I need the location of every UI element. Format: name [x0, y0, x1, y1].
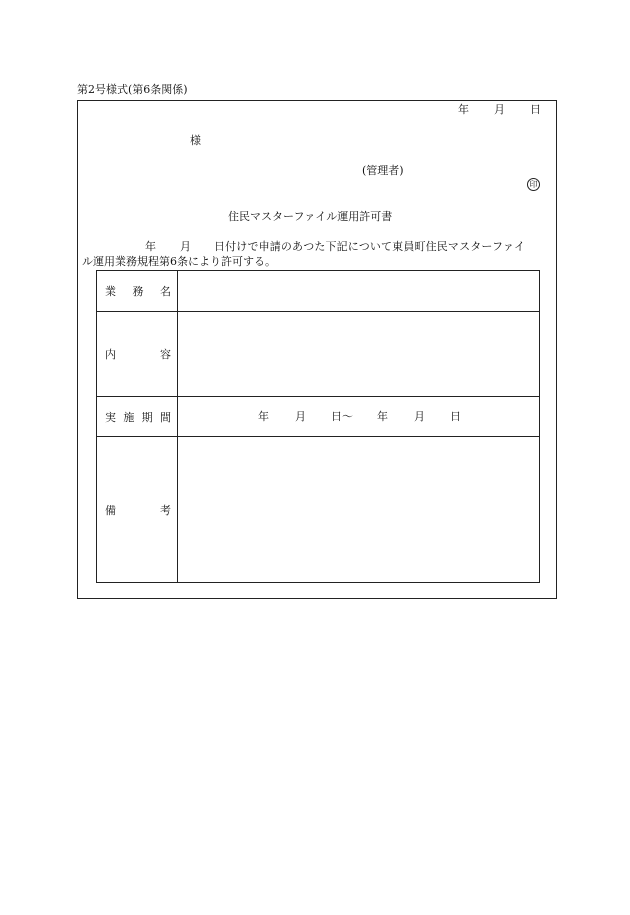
label-char: 期 [141, 410, 153, 424]
table-row [97, 271, 540, 312]
period-end-day: 日 [450, 410, 461, 423]
value-remarks [178, 437, 540, 583]
label-char: 考 [160, 503, 171, 517]
table-row [97, 312, 540, 397]
label-period [97, 397, 178, 437]
label-char: 名 [160, 285, 171, 298]
label-char: 業 [105, 285, 116, 298]
period-end-month: 月 [414, 410, 425, 423]
table-row [97, 397, 540, 437]
label-remarks [97, 437, 178, 583]
date-year: 年 [458, 103, 469, 116]
body-line2: ル運用業務規程第6条により許可する。 [82, 255, 276, 268]
manager-label: (管理者) [362, 164, 404, 177]
period-start-month: 月 [295, 410, 306, 423]
value-business-name [178, 271, 540, 312]
label-business-name [97, 271, 178, 312]
period-start-day: 日〜 [331, 410, 353, 423]
addressee-suffix: 様 [190, 134, 201, 147]
label-char: 施 [123, 410, 135, 424]
label-char: 実 [105, 410, 116, 424]
label-content [97, 312, 178, 397]
value-period [178, 397, 540, 437]
label-char: 内 [105, 348, 116, 361]
period-start-year: 年 [258, 410, 269, 423]
label-char: 務 [132, 285, 144, 298]
label-char: 間 [159, 410, 171, 424]
permit-detail-table [96, 270, 540, 583]
label-char: 容 [160, 348, 171, 361]
body-year: 年 [145, 240, 156, 253]
value-content [178, 312, 540, 397]
form-number: 第2号様式(第6条関係) [77, 83, 188, 96]
date-day: 日 [530, 103, 541, 116]
seal-mark: 印 [527, 178, 540, 191]
date-month: 月 [494, 103, 505, 116]
label-char: 備 [105, 503, 116, 517]
body-month: 月 [180, 240, 191, 253]
document-title: 住民マスターファイル運用許可書 [228, 210, 393, 223]
body-line1: 日付けで申請のあつた下記について東員町住民マスターファイ [214, 240, 526, 253]
table-row [97, 437, 540, 583]
period-end-year: 年 [377, 410, 388, 423]
